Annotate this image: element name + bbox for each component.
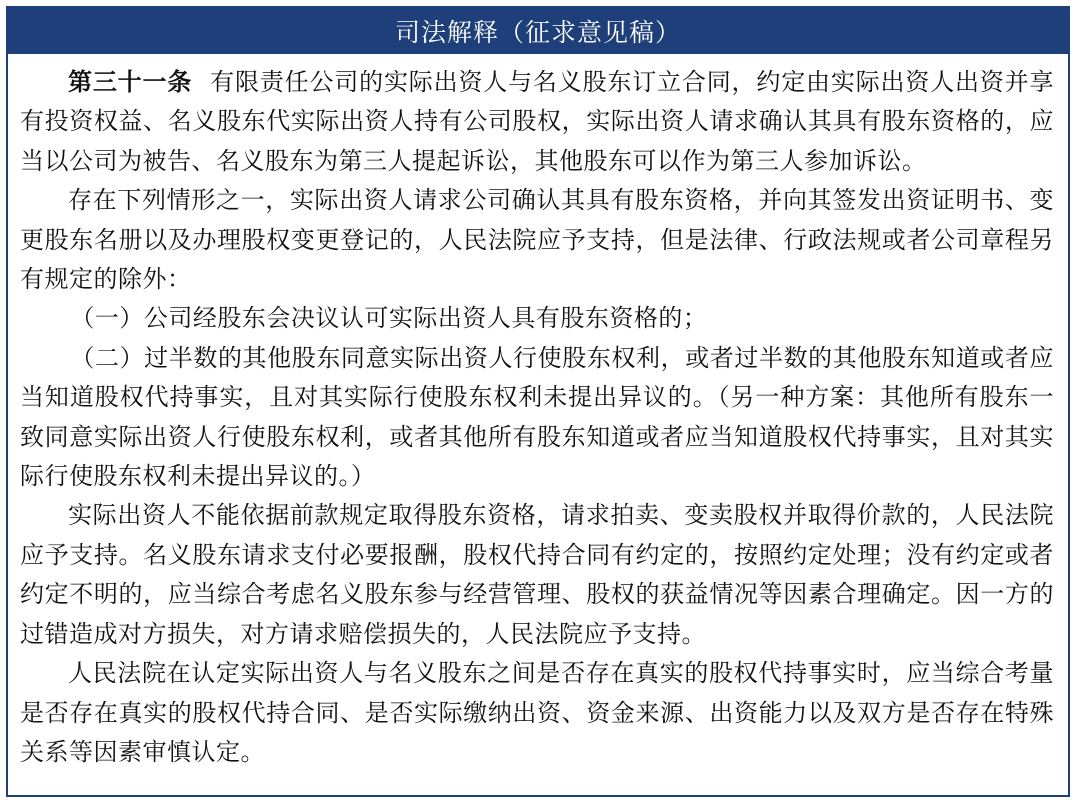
paragraph-1-text: 有限责任公司的实际出资人与名义股东订立合同，约定由实际出资人出资并享有投资权益、名义股东代实际出资人持有公司股权，实际出资人请求确认其具有股东资格的，应当以公司为被告、名义股东为第三人提起诉讼，其他股东可以作为第三人参加诉讼。	[20, 68, 1055, 175]
title-bar	[8, 8, 1068, 54]
document-title: 司法解释（征求意见稿）	[394, 18, 681, 47]
list-item-1: （一）公司经股东会决议认可实际出资人具有股东资格的；	[70, 304, 708, 333]
article-number: 第三十一条	[68, 67, 193, 96]
paragraph-1	[20, 62, 1054, 181]
document-frame	[6, 6, 1070, 797]
paragraph-3: 实际出资人不能依据前款规定取得股东资格，请求拍卖、变卖股权并取得价款的，人民法院应予支持。名义股东请求支付必要报酬，股权代持合同有约定的，按照约定处理；没有约定或者约定不明的，应当综合考虑名义股东参与经营管理、股权的获益情况等因素合理确定。因一方的过错造成对方损失，对方请求赔偿损失的，人民法院应予支持。	[20, 501, 1054, 648]
paragraph-4: 人民法院在认定实际出资人与名义股东之间是否存在真实的股权代持事实时，应当综合考量是否存在真实的股权代持合同、是否实际缴纳出资、资金来源、出资能力以及双方是否存在特殊关系等因素审慎认定。	[20, 659, 1054, 766]
document-body	[20, 62, 1054, 772]
paragraph-2: 存在下列情形之一，实际出资人请求公司确认其具有股东资格，并向其签发出资证明书、变更股东名册以及办理股权变更登记的，人民法院应予支持，但是法律、行政法规或者公司章程另有规定的除外：	[20, 186, 1054, 294]
list-item-2: （二）过半数的其他股东同意实际出资人行使股东权利，或者过半数的其他股东知道或者应当知道股权代持事实，且对其实际行使股东权利未提出异议的。（另一种方案：其他所有股东一致同意实际出资人行使股东权利，或者其他所有股东知道或者应当知道股权代持事实，且对其实际行使股东权利未提出异议的。）	[20, 343, 1054, 491]
